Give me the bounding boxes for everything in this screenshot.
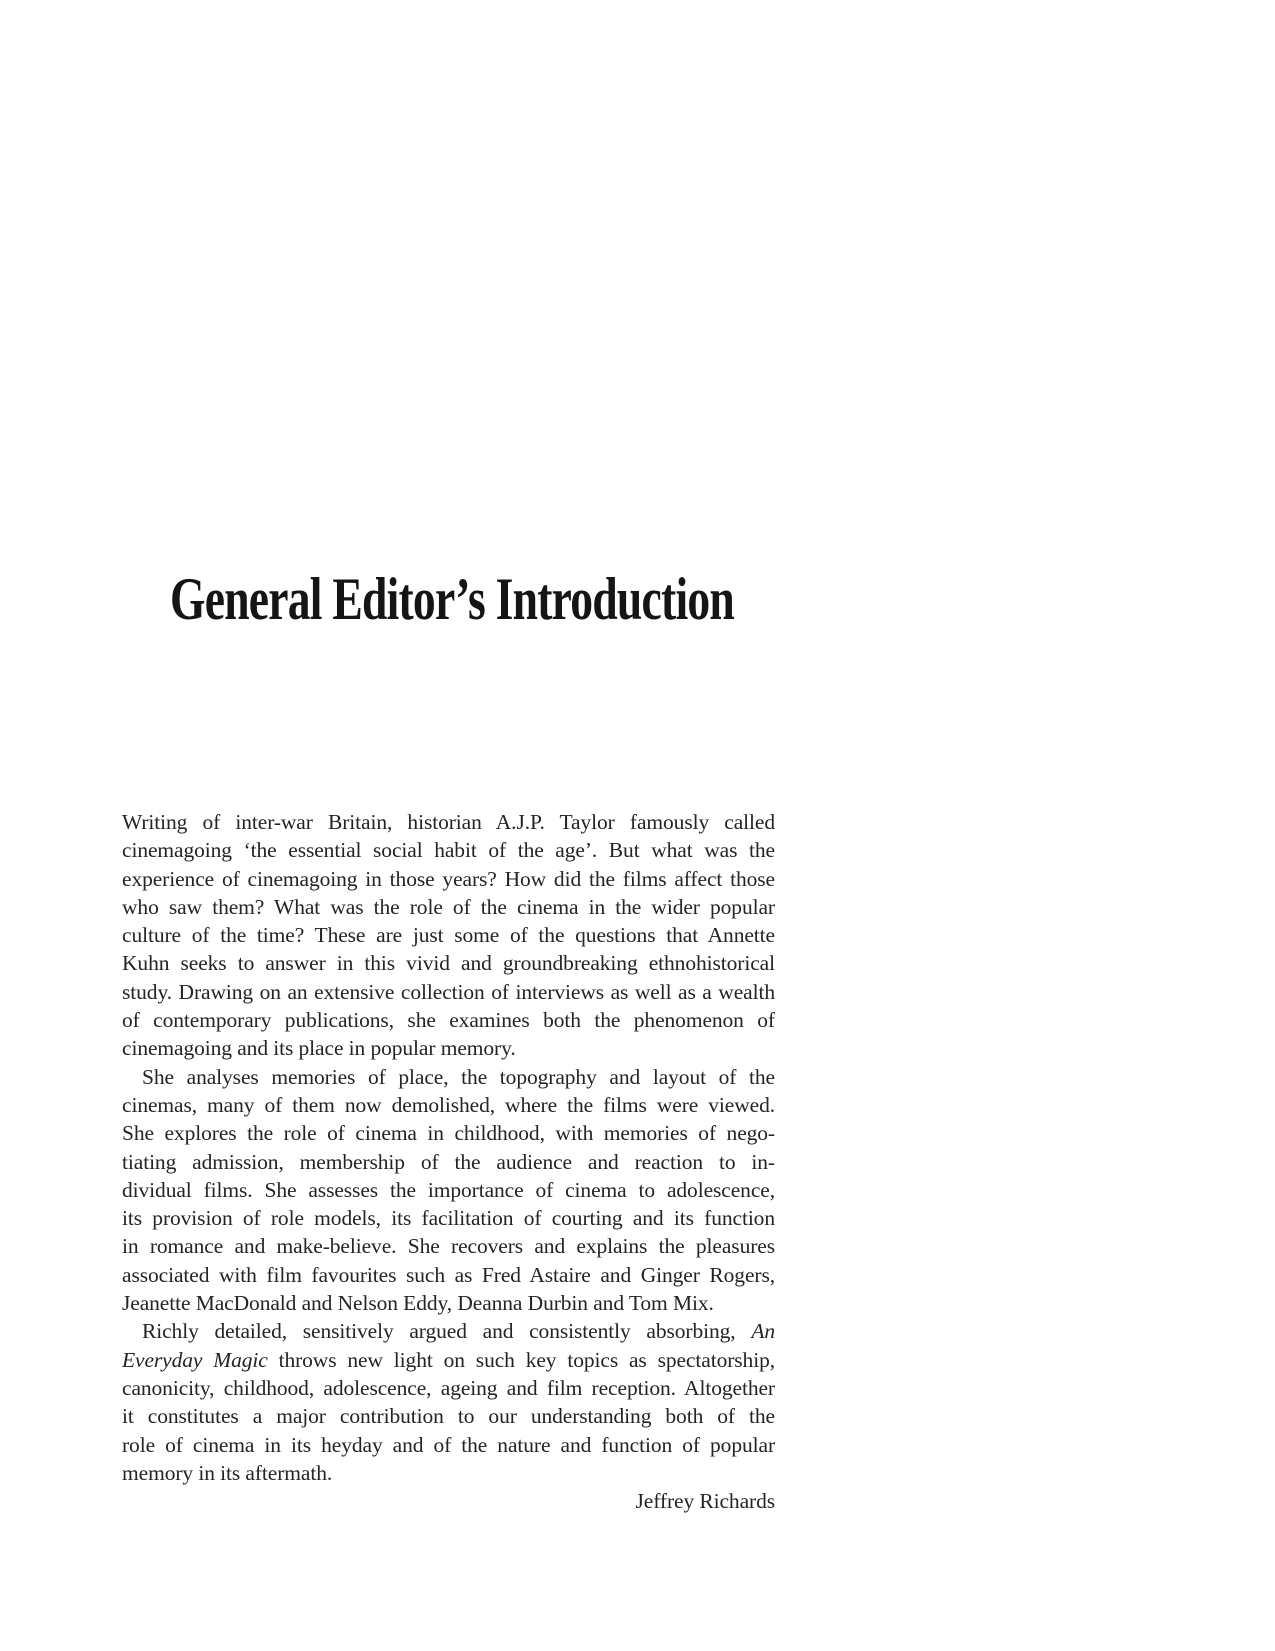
body-line-text: Richly detailed, sensitively argued and consistently absorbing, bbox=[142, 1319, 752, 1344]
body-line: cinemas, many of them now demolished, where the films were viewed. bbox=[122, 1092, 775, 1117]
body-line: cinemagoing ‘the essential social habit of the age’. But what was the bbox=[122, 838, 775, 863]
body-line: experience of cinemagoing in those years? How did the films affect those bbox=[122, 866, 775, 891]
body-line: of contemporary publications, she examines both the phenomenon of bbox=[122, 1008, 775, 1033]
signature: Jeffrey Richards bbox=[635, 1489, 775, 1514]
body-line: Writing of inter-war Britain, historian A.J.P. Taylor famously called bbox=[122, 810, 775, 834]
paragraph-3 bbox=[122, 1317, 775, 1487]
body-line bbox=[122, 1317, 775, 1345]
book-title-italic: An bbox=[751, 1319, 775, 1344]
body-line: in romance and make-believe. She recovers and explains the pleasures bbox=[122, 1234, 775, 1259]
book-title-italic: Everyday Magic bbox=[122, 1347, 268, 1372]
body-line: cinemagoing and its place in popular memory. bbox=[122, 1036, 516, 1061]
body-line: She analyses memories of place, the topography and layout of the bbox=[142, 1064, 775, 1089]
body-line: it constitutes a major contribution to our understanding both of the bbox=[122, 1404, 775, 1429]
body-line: its provision of role models, its facilitation of courting and its function bbox=[122, 1206, 775, 1231]
body-line: associated with film favourites such as Fred Astaire and Ginger Rogers, bbox=[122, 1262, 775, 1287]
body-line: who saw them? What was the role of the cinema in the wider popular bbox=[122, 894, 775, 919]
chapter-title: General Editor’s Introduction bbox=[170, 566, 734, 632]
body-text-block bbox=[122, 808, 775, 1515]
paragraph-2 bbox=[122, 1063, 775, 1318]
body-line: dividual films. She assesses the importance of cinema to adolescence, bbox=[122, 1177, 775, 1202]
body-line bbox=[122, 1346, 775, 1374]
body-line: tiating admission, membership of the audience and reaction to in- bbox=[122, 1149, 775, 1174]
body-line: She explores the role of cinema in childhood, with memories of nego- bbox=[122, 1121, 775, 1146]
body-line: Jeanette MacDonald and Nelson Eddy, Deanna Durbin and Tom Mix. bbox=[122, 1291, 714, 1316]
body-line: Kuhn seeks to answer in this vivid and groundbreaking ethnohistorical bbox=[122, 951, 775, 976]
body-line-text: throws new light on such key topics as spectatorship, bbox=[267, 1347, 775, 1372]
body-line: study. Drawing on an extensive collection of interviews as well as a wealth bbox=[122, 979, 775, 1004]
body-line: role of cinema in its heyday and of the nature and function of popular bbox=[122, 1432, 775, 1457]
body-line: canonicity, childhood, adolescence, ageing and film reception. Altogether bbox=[122, 1375, 775, 1400]
paragraph-1 bbox=[122, 808, 775, 1063]
body-line: memory in its aftermath. bbox=[122, 1460, 333, 1485]
body-line: culture of the time? These are just some of the questions that Annette bbox=[122, 923, 775, 948]
